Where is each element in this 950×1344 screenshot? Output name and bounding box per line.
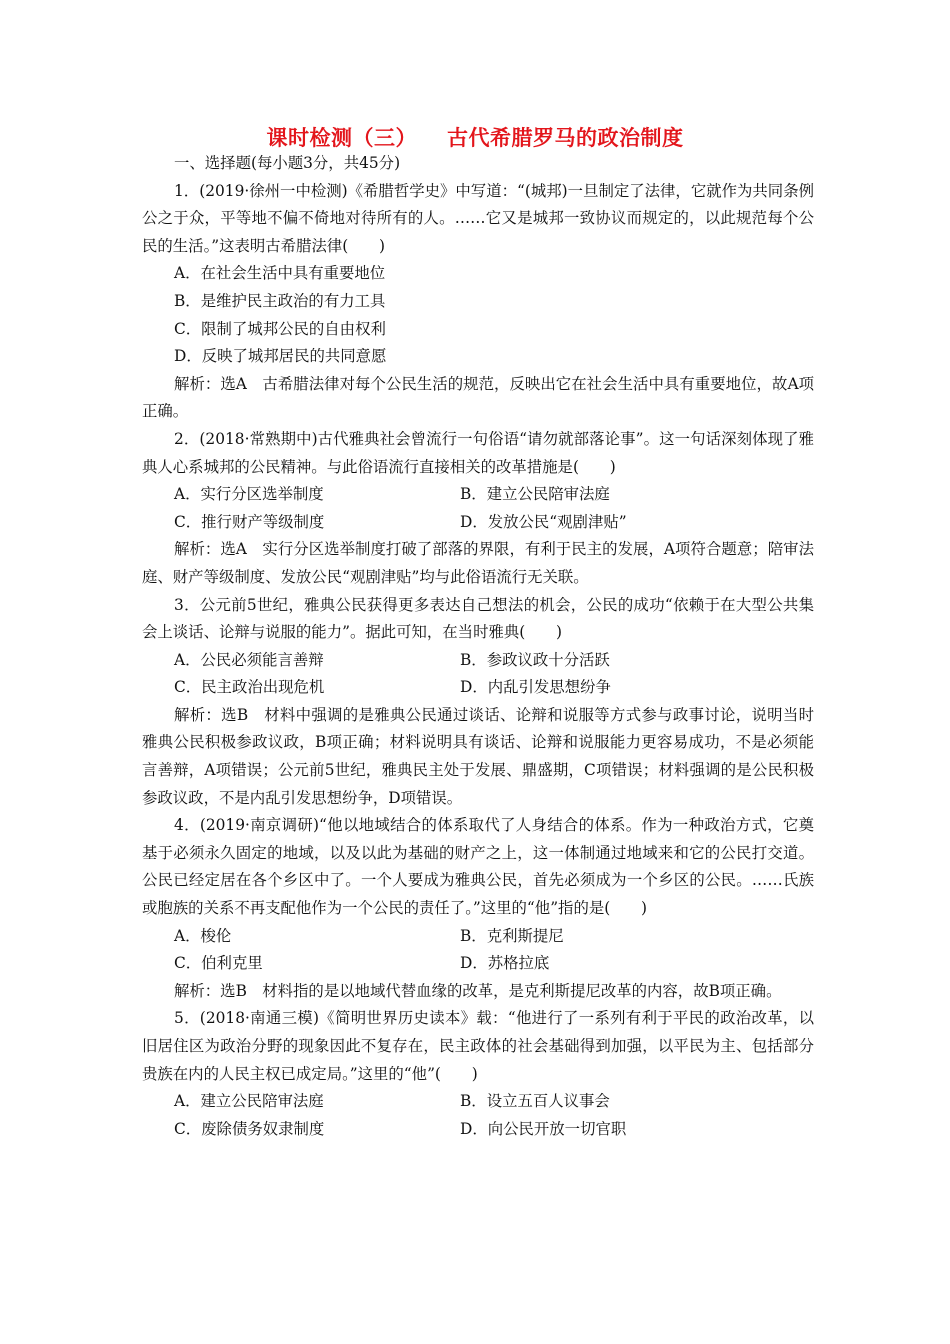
question-1-stem: 1．(2019·徐州一中检测)《希腊哲学史》中写道：“(城邦)一旦制定了法律，它就作为共同条例公之于众，平等地不偏不倚地对待所有的人。……它又是城邦一致协议而规定的，以此规范每个公民的生活。”这表明古希腊法律( ) xyxy=(142,181,814,255)
question-4-analysis: 解析：选B 材料指的是以地域代替血缘的改革，是克利斯提尼改革的内容，故B项正确。 xyxy=(174,981,782,1000)
question-1-option-b: B．是维护民主政治的有力工具 xyxy=(174,291,386,310)
question-5-option-d: D．向公民开放一切官职 xyxy=(460,1119,627,1138)
question-1-option-d: D．反映了城邦居民的共同意愿 xyxy=(174,347,387,366)
question-5-option-a: A．建立公民陪审法庭 xyxy=(174,1092,324,1111)
question-5-options-row-2 xyxy=(142,1116,814,1144)
question-3-option-d: D．内乱引发思想纷争 xyxy=(460,678,611,697)
question-3-option-a: A．公民必须能言善辩 xyxy=(174,650,324,669)
question-4-option-b: B．克利斯提尼 xyxy=(460,926,564,945)
title-part2: 古代希腊罗马的政治制度 xyxy=(447,126,684,150)
question-4-options-row-2 xyxy=(142,950,814,978)
page-title xyxy=(0,122,950,152)
question-3-analysis: 解析：选B 材料中强调的是雅典公民通过谈话、论辩和说服等方式参与政事讨论，说明当时雅典公民积极参政议政，B项正确；材料说明具有谈话、论辩和说服能力更容易成功，不是必须能言善辩，A项错误；公元前5世纪，雅典民主处于发展、鼎盛期，C项错误；材料强调的是公民积极参政议政，不是内乱引发思想纷争，D项错误。 xyxy=(142,705,814,807)
question-2-option-c: C．推行财产等级制度 xyxy=(174,512,325,531)
question-5-option-c: C．废除债务奴隶制度 xyxy=(174,1119,325,1138)
question-2-options-row-2 xyxy=(142,509,814,537)
question-3-option-b: B．参政议政十分活跃 xyxy=(460,650,610,669)
question-3-options-row-1 xyxy=(142,647,814,675)
question-4-option-a: A．梭伦 xyxy=(174,926,232,945)
question-2-stem: 2．(2018·常熟期中)古代雅典社会曾流行一句俗语“请勿就部落论事”。这一句话深刻体现了雅典人心系城邦的公民精神。与此俗语流行直接相关的改革措施是( ) xyxy=(142,429,814,476)
question-2-option-a: A．实行分区选举制度 xyxy=(174,485,324,504)
question-5-option-b: B．设立五百人议事会 xyxy=(460,1092,610,1111)
question-4-option-c: C．伯利克里 xyxy=(174,954,263,973)
question-1-option-c: C．限制了城邦公民的自由权利 xyxy=(174,319,386,338)
question-3-option-c: C．民主政治出现危机 xyxy=(174,678,325,697)
question-5-options-row-1 xyxy=(142,1088,814,1116)
title-part1: 课时检测（三） xyxy=(266,126,417,150)
question-3-stem: 3．公元前5世纪，雅典公民获得更多表达自己想法的机会，公民的成功“依赖于在大型公共集会上谈话、论辩与说服的能力”。据此可知，在当时雅典( ) xyxy=(142,595,814,642)
question-4-stem: 4．(2019·南京调研)“他以地域结合的体系取代了人身结合的体系。作为一种政治方式，它奠基于必须永久固定的地域，以及以此为基础的财产之上，这一体制通过地域来和它的公民打交道。公民已经定居在各个乡区中了。一个人要成为雅典公民，首先必须成为一个乡区的公民。……氏族或胞族的关系不再支配他作为一个公民的责任了。”这里的“他”指的是( ) xyxy=(142,816,814,918)
question-2-options-row-1 xyxy=(142,481,814,509)
question-2-option-b: B．建立公民陪审法庭 xyxy=(460,485,610,504)
question-5-stem: 5．(2018·南通三模)《简明世界历史读本》载：“他进行了一系列有利于平民的政治改革，以旧居住区为政治分野的现象因此不复存在，民主政体的社会基础得到加强，以平民为主、包括部分贵族在内的人民主权已成定局。”这里的“他”( ) xyxy=(142,1009,814,1083)
section-heading: 一、选择题(每小题3分，共45分) xyxy=(174,154,401,172)
question-2-option-d: D．发放公民“观剧津贴” xyxy=(460,512,627,531)
question-2-analysis: 解析：选A 实行分区选举制度打破了部落的界限，有利于民主的发展，A项符合题意；陪审法庭、财产等级制度、发放公民“观剧津贴”均与此俗语流行无关联。 xyxy=(142,540,814,586)
question-1-option-a: A．在社会生活中具有重要地位 xyxy=(174,264,386,283)
question-4-options-row-1 xyxy=(142,923,814,951)
question-1-analysis: 解析：选A 古希腊法律对每个公民生活的规范，反映出它在社会生活中具有重要地位，故A项正确。 xyxy=(142,374,814,421)
question-3-options-row-2 xyxy=(142,674,814,702)
document-body xyxy=(142,150,814,1143)
question-4-option-d: D．苏格拉底 xyxy=(460,954,550,973)
